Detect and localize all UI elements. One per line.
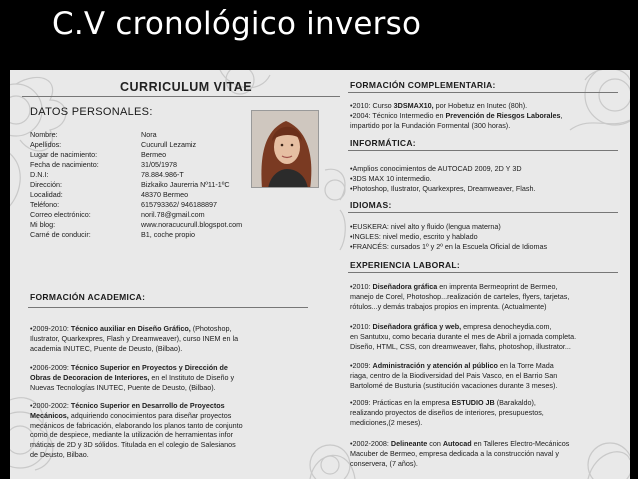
exp-text: manejo de Corel, Photoshop...realización de carteles, flyers, tarjetas, [350, 291, 570, 301]
experience-item-2010-print [350, 282, 569, 311]
pd-label: Dirección: [30, 180, 62, 189]
item-text: Ilustrator, Quarkexpres, Flash y Dreamweaver), curso INEM en la [30, 333, 239, 343]
exp-text: rótulos...y demás trabajos propios en imprenta. (Actualmente) [350, 301, 547, 311]
item-text: Nuevas Tecnologías INUTEC, Puente de Deusto, (Bilbao). [30, 382, 216, 392]
languages-title: IDIOMAS: [350, 200, 392, 210]
item-text: en el Instituto de Diseño y [149, 372, 235, 382]
exp-date: •2002-2008: [350, 439, 391, 448]
item-title: Obras de Decoracion de Interiores, [30, 372, 150, 382]
pd-label: Teléfono: [30, 200, 60, 209]
item-text: de Deusto, Bilbao. [30, 449, 89, 459]
exp-text: con [427, 439, 443, 448]
experience-rule [348, 272, 618, 273]
pd-row-telefono [30, 200, 330, 210]
complementary-rule [348, 92, 618, 93]
item-text: academia INUTEC, Puente de Deusto, (Bilbao). [30, 343, 183, 353]
languages-list [350, 222, 547, 251]
complementary-list [350, 101, 563, 130]
exp-text: Diseño, HTML, CSS, con dreamweaver, flahs, photoshop, illustrator... [350, 341, 571, 351]
pd-label: Localidad: [30, 190, 63, 199]
item-title: Mecánicos, [30, 410, 69, 420]
exp-text: conservera, (7 años). [350, 458, 418, 468]
exp-date: •2009: [350, 361, 373, 370]
academic-item-2009 [30, 324, 238, 353]
pd-label: Mi blog: [30, 220, 56, 229]
pd-value: noril.78@gmail.com [141, 210, 205, 219]
pd-value: 615793362/ 946188897 [141, 200, 217, 209]
item-text: máticas de 2D y 3D sólidos. Titulada en el colegio de Salesianos [30, 440, 236, 450]
it-list [350, 164, 535, 193]
exp-text: en Santutxu, como becaria durante el mes de Abril a jornada completa. [350, 331, 577, 341]
language-item: •FRANCÉS: cursados 1º y 2º en la Escuela Oficial de Idiomas [350, 241, 548, 251]
comp-text: •2010: Curso [350, 101, 394, 110]
it-item: •3DS MAX 10 intermedio. [350, 173, 432, 183]
item-text: adquiriendo conocimientos para diseñar proyectos [68, 410, 232, 420]
slide-title: C.V cronológico inverso [52, 6, 422, 42]
item-date: •2000-2002: [30, 401, 71, 410]
personal-data-title: DATOS PERSONALES: [30, 106, 153, 118]
pd-label: D.N.I: [30, 170, 49, 179]
pd-row-blog [30, 220, 330, 230]
exp-role: Delineante [390, 439, 428, 448]
comp-text: •2004: Técnico Intermedio en [350, 110, 446, 120]
header-rule [22, 96, 340, 97]
exp-text: empresa denocheydia.com, [461, 322, 552, 331]
languages-rule [348, 212, 618, 213]
cv-header: CURRICULUM VITAE [120, 80, 253, 94]
complementary-title: FORMACIÓN COMPLEMENTARIA: [350, 80, 496, 90]
item-text: (Photoshop, [190, 324, 232, 333]
experience-item-2010-web [350, 322, 576, 351]
pd-label: Lugar de nacimiento: [30, 150, 98, 159]
item-title: Técnico Superior en Desarrollo de Proyectos [70, 401, 225, 410]
comp-text: impartido por la Fundación Formental (300 horas). [350, 120, 511, 130]
exp-role: Autocad [442, 439, 472, 448]
portrait-image [252, 111, 319, 188]
item-text: como de despiece, mediante la utilización de herramientas infor [30, 430, 233, 440]
exp-date: •2010: [350, 322, 373, 331]
pd-value: Bizkaiko Jaurerria Nº11-1ºC [141, 180, 230, 189]
it-title: INFORMÁTICA: [350, 138, 416, 148]
pd-value: www.noracucurull.blogspot.com [141, 220, 243, 229]
pd-label: Carné de conducir: [30, 230, 91, 239]
right-column [346, 70, 630, 479]
language-item: •EUSKERA: nivel alto y fluido (lengua materna) [350, 222, 501, 231]
item-date: •2006-2009: [30, 363, 71, 372]
item-text: mecánicos de fabricación, elaborando los planos tanto de conjunto [30, 420, 243, 430]
exp-role: ESTUDIO JB [451, 398, 495, 407]
exp-role: Diseñadora gráfica [372, 282, 438, 291]
comp-bold: Prevención de Riesgos Laborales [445, 110, 561, 120]
academic-rule [28, 307, 308, 308]
experience-title: EXPERIENCIA LABORAL: [350, 260, 461, 270]
exp-role: Administración y atención al público [372, 361, 498, 370]
item-date: •2009-2010: [30, 324, 71, 333]
pd-row-correo [30, 210, 330, 220]
exp-text: riaga, centro de la Biodiversidad del Pais Vasco, en el Barrio San [350, 370, 558, 380]
pd-label: Apellidos: [30, 140, 62, 149]
experience-item-2009-jb [350, 398, 544, 427]
exp-text: Bartolomé de Busturia (sustitución vacaciones durante 3 meses). [350, 380, 558, 390]
pd-value: B1, coche propio [141, 230, 195, 239]
pd-value: 31/05/1978 [141, 160, 177, 169]
pd-row-carne [30, 230, 330, 240]
comp-text: por Hobetuz en Inutec (80h). [433, 101, 528, 110]
pd-label: Fecha de nacimiento: [30, 160, 99, 169]
exp-date: •2009: Prácticas en la empresa [350, 398, 452, 407]
comp-text: , [560, 110, 563, 120]
exp-text: mediciones,(2 meses). [350, 417, 423, 427]
pd-value: 48370 Bermeo [141, 190, 189, 199]
pd-label: Nombre: [30, 130, 58, 139]
exp-text: (Barakaldo), [494, 398, 536, 407]
exp-text: realizando proyectos de diseños de interiores, presupuestos, [350, 407, 544, 417]
pd-value: 78.884.986-T [141, 170, 184, 179]
pd-value: Cucurull Lezamiz [141, 140, 197, 149]
comp-bold: 3DSMAX10, [393, 101, 434, 110]
experience-item-2009-admin [350, 361, 557, 390]
academic-item-2006 [30, 363, 234, 392]
pd-row-localidad [30, 190, 330, 200]
experience-item-2002 [350, 439, 569, 468]
language-item: •INGLES: nivel medio, escrito y hablado [350, 231, 478, 241]
exp-text: en Talleres Electro-Mecánicos [471, 439, 570, 448]
pd-value: Bermeo [141, 150, 167, 159]
exp-date: •2010: [350, 282, 373, 291]
exp-text: Macuber de Bermeo, empresa dedicada a la construcción naval y [350, 448, 559, 458]
pd-label: Correo electrónico: [30, 210, 91, 219]
academic-title: FORMACIÓN ACADEMICA: [30, 292, 146, 302]
exp-text: en la Torre Mada [497, 361, 554, 370]
pd-value: Nora [141, 130, 157, 139]
it-item: •Amplios conocimientos de AUTOCAD 2009, 2D Y 3D [350, 164, 522, 173]
it-rule [348, 150, 618, 151]
left-column [10, 70, 340, 479]
item-title: Técnico Superior en Proyectos y Dirección de [70, 363, 228, 372]
exp-text: en imprenta Bermeoprint de Bermeo, [437, 282, 558, 291]
item-title: Técnico auxiliar en Diseño Gráfico, [70, 324, 191, 333]
profile-photo [251, 110, 319, 188]
exp-role: Diseñadora gráfica y web, [372, 322, 462, 331]
it-item: •Photoshop, Ilustrator, Quarkexpres, Dreamweaver, Flash. [350, 183, 536, 193]
cv-document [10, 70, 630, 479]
academic-item-2000 [30, 401, 243, 460]
